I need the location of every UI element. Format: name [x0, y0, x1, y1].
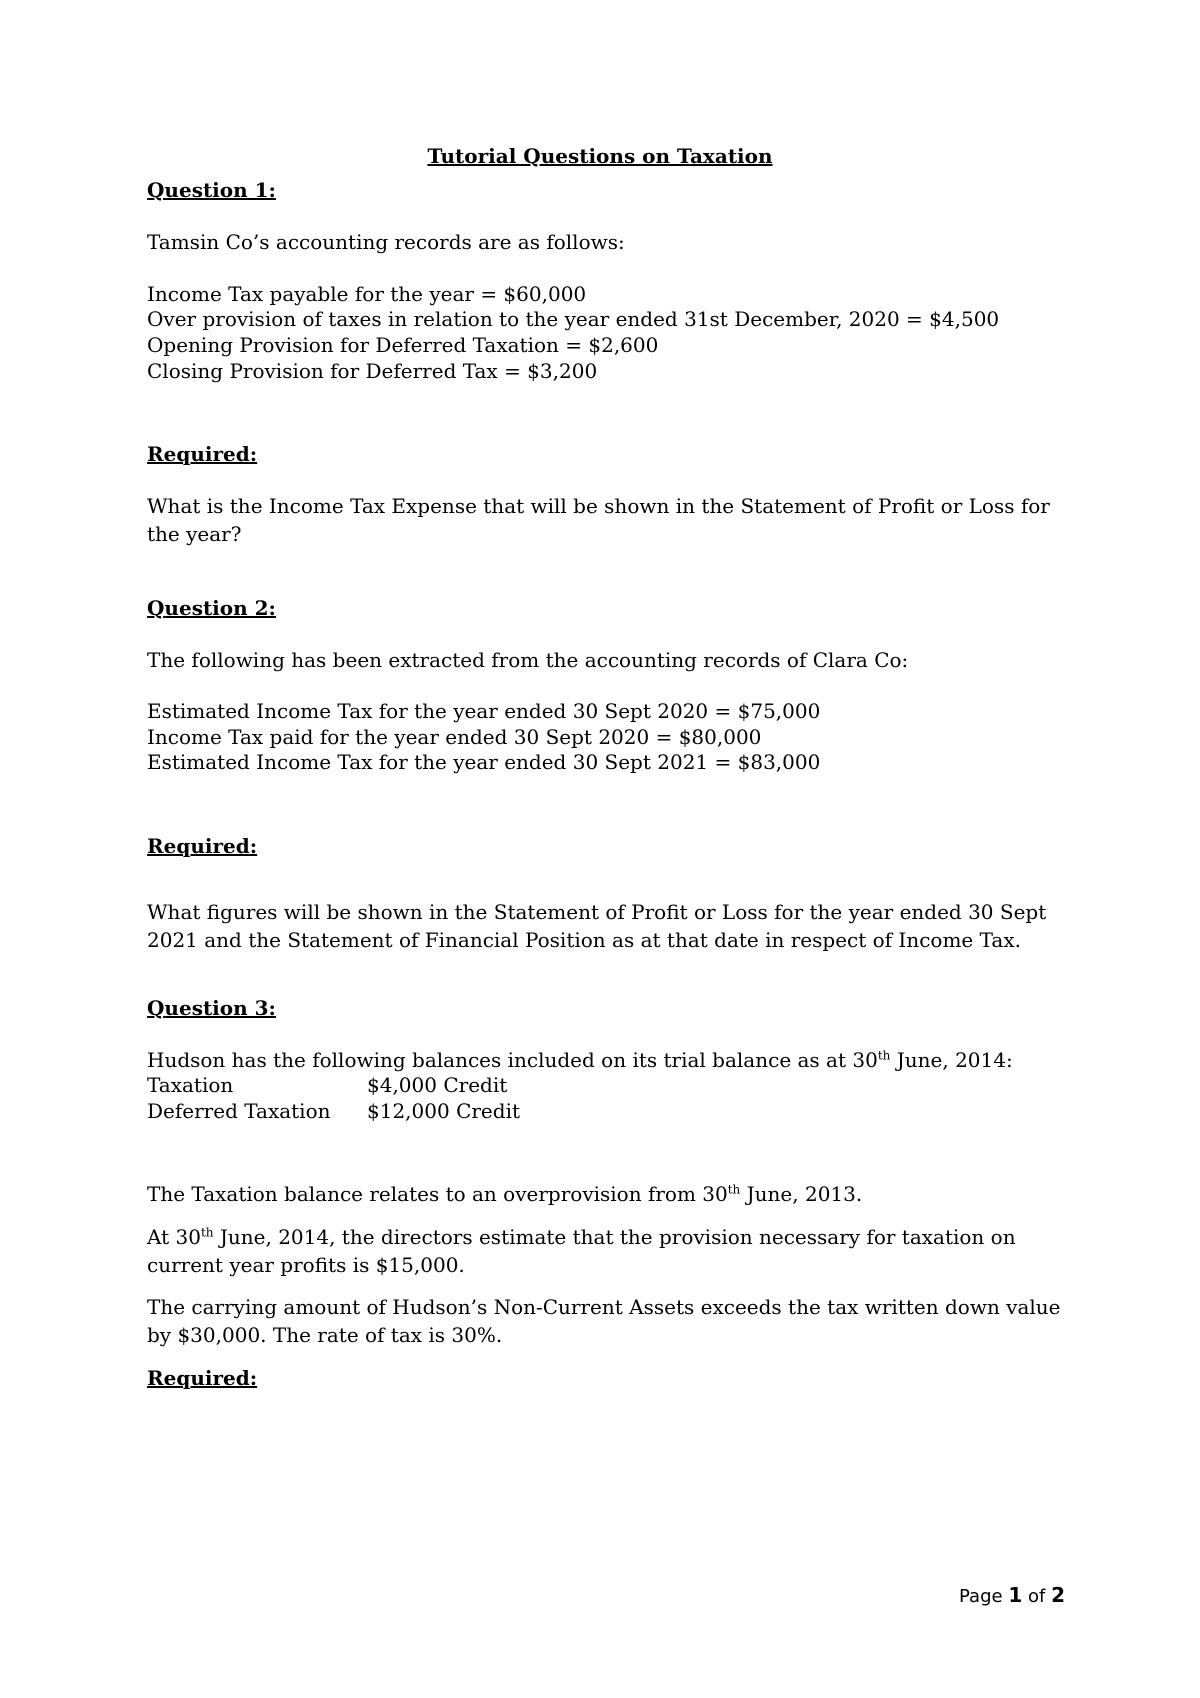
q1-item-1: Income Tax payable for the year = $60,000: [147, 282, 587, 306]
q1-item-4: Closing Provision for Deferred Tax = $3,200: [147, 359, 598, 383]
q2-required-heading: Required:: [147, 834, 258, 858]
q3-required-heading: Required:: [147, 1366, 258, 1390]
footer-page-word: Page: [959, 1586, 1003, 1607]
q3-balance-value: $4,000 Credit: [367, 1073, 508, 1097]
q2-required-text: What figures will be shown in the Statement of Profit or Loss for the year ended 30 Sept 2021 and the Statement of Financial Position as at that date in respect of Income Tax.: [147, 900, 1047, 952]
q3-heading: Question 3:: [147, 996, 276, 1020]
q3-paragraph-2: [147, 1223, 1067, 1279]
q3-p2-text: At 30: [147, 1225, 201, 1249]
q1-required-heading: Required:: [147, 442, 258, 466]
q2-item-1: Estimated Income Tax for the year ended 30 Sept 2020 = $75,000: [147, 699, 821, 723]
q3-intro-text-end: June, 2014:: [890, 1048, 1013, 1072]
q3-p1-text: The Taxation balance relates to an overprovision from 30: [147, 1182, 728, 1206]
q3-balance-row: [147, 1097, 520, 1125]
footer-of-word: of: [1027, 1586, 1046, 1607]
q3-intro-text: Hudson has the following balances included on its trial balance as at 30: [147, 1048, 878, 1072]
q3-paragraph-1: [147, 1180, 862, 1208]
q2-intro: The following has been extracted from the accounting records of Clara Co:: [147, 648, 909, 672]
footer-page-num: 1: [1008, 1583, 1023, 1607]
q3-intro: [147, 1046, 1013, 1074]
q3-paragraph-3: The carrying amount of Hudson’s Non-Current Assets exceeds the tax written down value by $30,000. The rate of tax is 30%.: [147, 1295, 1061, 1347]
q2-heading: Question 2:: [147, 596, 276, 620]
q1-item-2: Over provision of taxes in relation to the year ended 31st December, 2020 = $4,500: [147, 307, 1000, 331]
q3-p1-sup: th: [727, 1182, 741, 1197]
q1-heading: Question 1:: [147, 178, 276, 202]
page-number-footer: [959, 1583, 1065, 1607]
q3-balance-label: Deferred Taxation: [147, 1099, 331, 1123]
q3-balance-value: $12,000 Credit: [367, 1099, 520, 1123]
q1-required-text: What is the Income Tax Expense that will be shown in the Statement of Profit or Loss for the year?: [147, 494, 1050, 546]
q3-balance-label: Taxation: [147, 1073, 234, 1097]
q3-p2-sup: th: [200, 1225, 214, 1240]
q1-item-3: Opening Provision for Deferred Taxation = $2,600: [147, 333, 659, 357]
q3-p1-text-end: June, 2013.: [740, 1182, 863, 1206]
q1-intro: Tamsin Co’s accounting records are as follows:: [147, 230, 625, 254]
document-title: Tutorial Questions on Taxation: [427, 144, 773, 168]
q2-item-3: Estimated Income Tax for the year ended 30 Sept 2021 = $83,000: [147, 750, 821, 774]
q3-p2-text-end: June, 2014, the directors estimate that the provision necessary for taxation on current year profits is $15,000.: [147, 1225, 1016, 1277]
q3-intro-sup: th: [877, 1048, 891, 1063]
q3-balance-row: [147, 1071, 507, 1099]
q2-item-2: Income Tax paid for the year ended 30 Sept 2020 = $80,000: [147, 725, 762, 749]
footer-page-total: 2: [1051, 1583, 1065, 1607]
